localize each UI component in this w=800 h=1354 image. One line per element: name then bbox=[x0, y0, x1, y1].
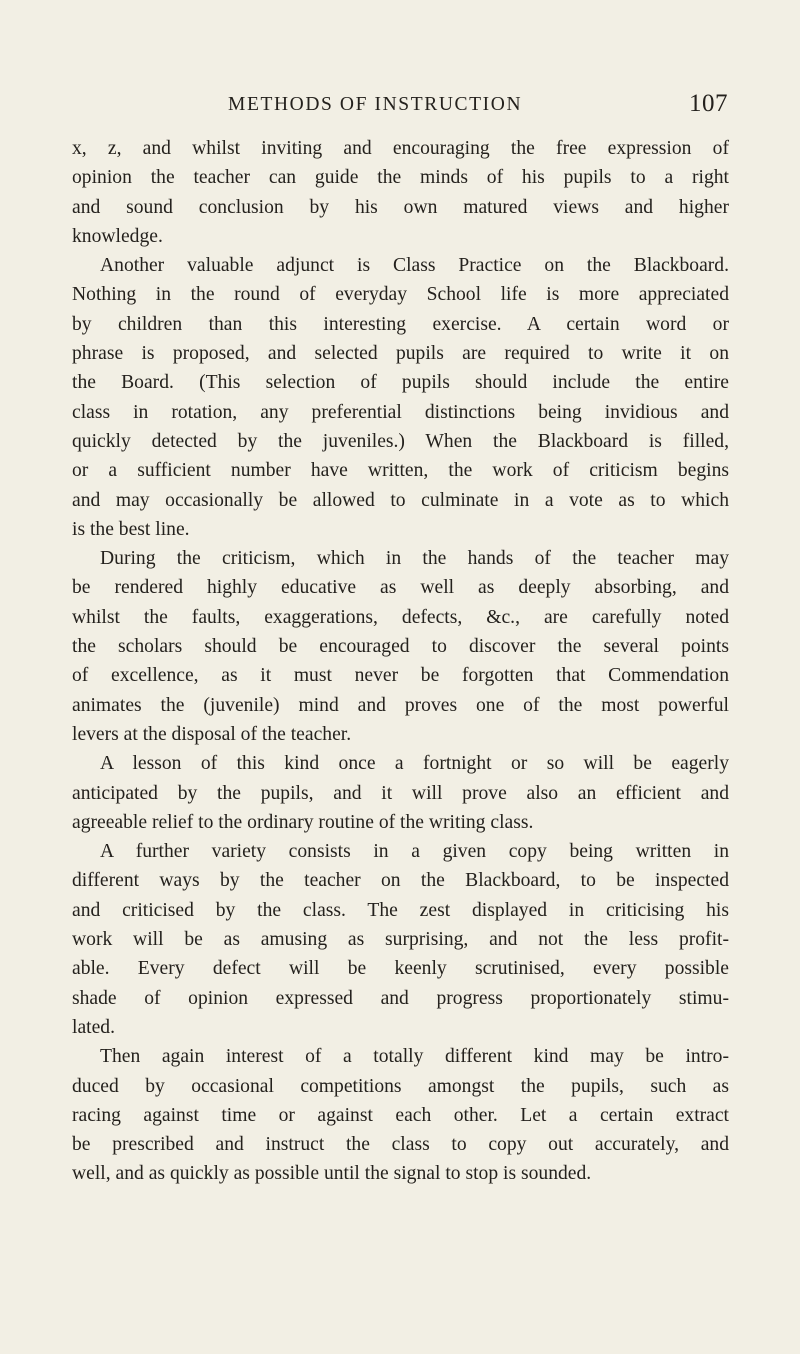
text-line: agreeable relief to the ordinary routine of the writing class. bbox=[72, 811, 534, 833]
text-line: lated. bbox=[72, 1016, 115, 1038]
text-line: and may occasionally be allowed to culminate in a vote as to which bbox=[72, 489, 729, 511]
text-line: Then again interest of a totally different kind may be intro- bbox=[100, 1046, 729, 1068]
text-line: whilst the faults, exaggerations, defects, &c., are carefully noted bbox=[72, 606, 729, 628]
text-line: different ways by the teacher on the Blackboard, to be inspected bbox=[72, 870, 729, 892]
text-line: levers at the disposal of the teacher. bbox=[72, 723, 352, 745]
text-line: be prescribed and instruct the class to copy out accurately, and bbox=[72, 1134, 729, 1156]
running-head-title: METHODS OF INSTRUCTION bbox=[228, 94, 523, 115]
text-line: of excellence, as it must never be forgotten that Commendation bbox=[72, 665, 729, 687]
text-line: or a sufficient number have written, the work of criticism begins bbox=[72, 460, 729, 482]
text-line: class in rotation, any preferential distinctions being invidious and bbox=[72, 401, 729, 423]
text-line: racing against time or against each other. Let a certain extract bbox=[72, 1104, 729, 1126]
text-line: x, z, and whilst inviting and encouraging the free expression of bbox=[72, 138, 729, 159]
text-line: the scholars should be encouraged to discover the several points bbox=[72, 636, 729, 658]
text-line: by children than this interesting exercise. A certain word or bbox=[72, 313, 729, 335]
text-line: and sound conclusion by his own matured views and higher bbox=[72, 196, 729, 218]
text-line: animates the (juvenile) mind and proves one of the most powerful bbox=[72, 694, 729, 716]
text-line: the Board. (This selection of pupils should include the entire bbox=[72, 372, 729, 394]
page-number: 107 bbox=[689, 90, 728, 117]
text-line: phrase is proposed, and selected pupils are required to write it on bbox=[72, 343, 729, 365]
text-line: A further variety consists in a given copy being written in bbox=[100, 841, 729, 863]
text-line: well, and as quickly as possible until the signal to stop is sounded. bbox=[72, 1163, 592, 1185]
text-line: quickly detected by the juveniles.) When the Blackboard is filled, bbox=[72, 430, 729, 452]
text-line: During the criticism, which in the hands of the teacher may bbox=[100, 548, 729, 570]
text-line: duced by occasional competitions amongst the pupils, such as bbox=[72, 1075, 729, 1097]
text-line: shade of opinion expressed and progress proportionately stimu- bbox=[72, 987, 729, 1009]
text-line: and criticised by the class. The zest displayed in criticising his bbox=[72, 899, 729, 921]
running-head bbox=[228, 90, 728, 122]
text-line: knowledge. bbox=[72, 225, 163, 247]
text-line: Another valuable adjunct is Class Practice on the Blackboard. bbox=[100, 255, 729, 277]
text-line: is the best line. bbox=[72, 518, 190, 540]
text-line: A lesson of this kind once a fortnight or so will be eagerly bbox=[100, 753, 729, 775]
text-line: anticipated by the pupils, and it will prove also an efficient and bbox=[72, 782, 729, 804]
text-line: Nothing in the round of everyday School life is more appreciated bbox=[72, 284, 729, 306]
text-line: work will be as amusing as surprising, and not the less profit- bbox=[72, 929, 729, 951]
text-line: be rendered highly educative as well as deeply absorbing, and bbox=[72, 577, 729, 599]
text-line: able. Every defect will be keenly scrutinised, every possible bbox=[72, 958, 729, 980]
body-text bbox=[72, 134, 729, 1189]
text-line: opinion the teacher can guide the minds of his pupils to a right bbox=[72, 167, 729, 189]
